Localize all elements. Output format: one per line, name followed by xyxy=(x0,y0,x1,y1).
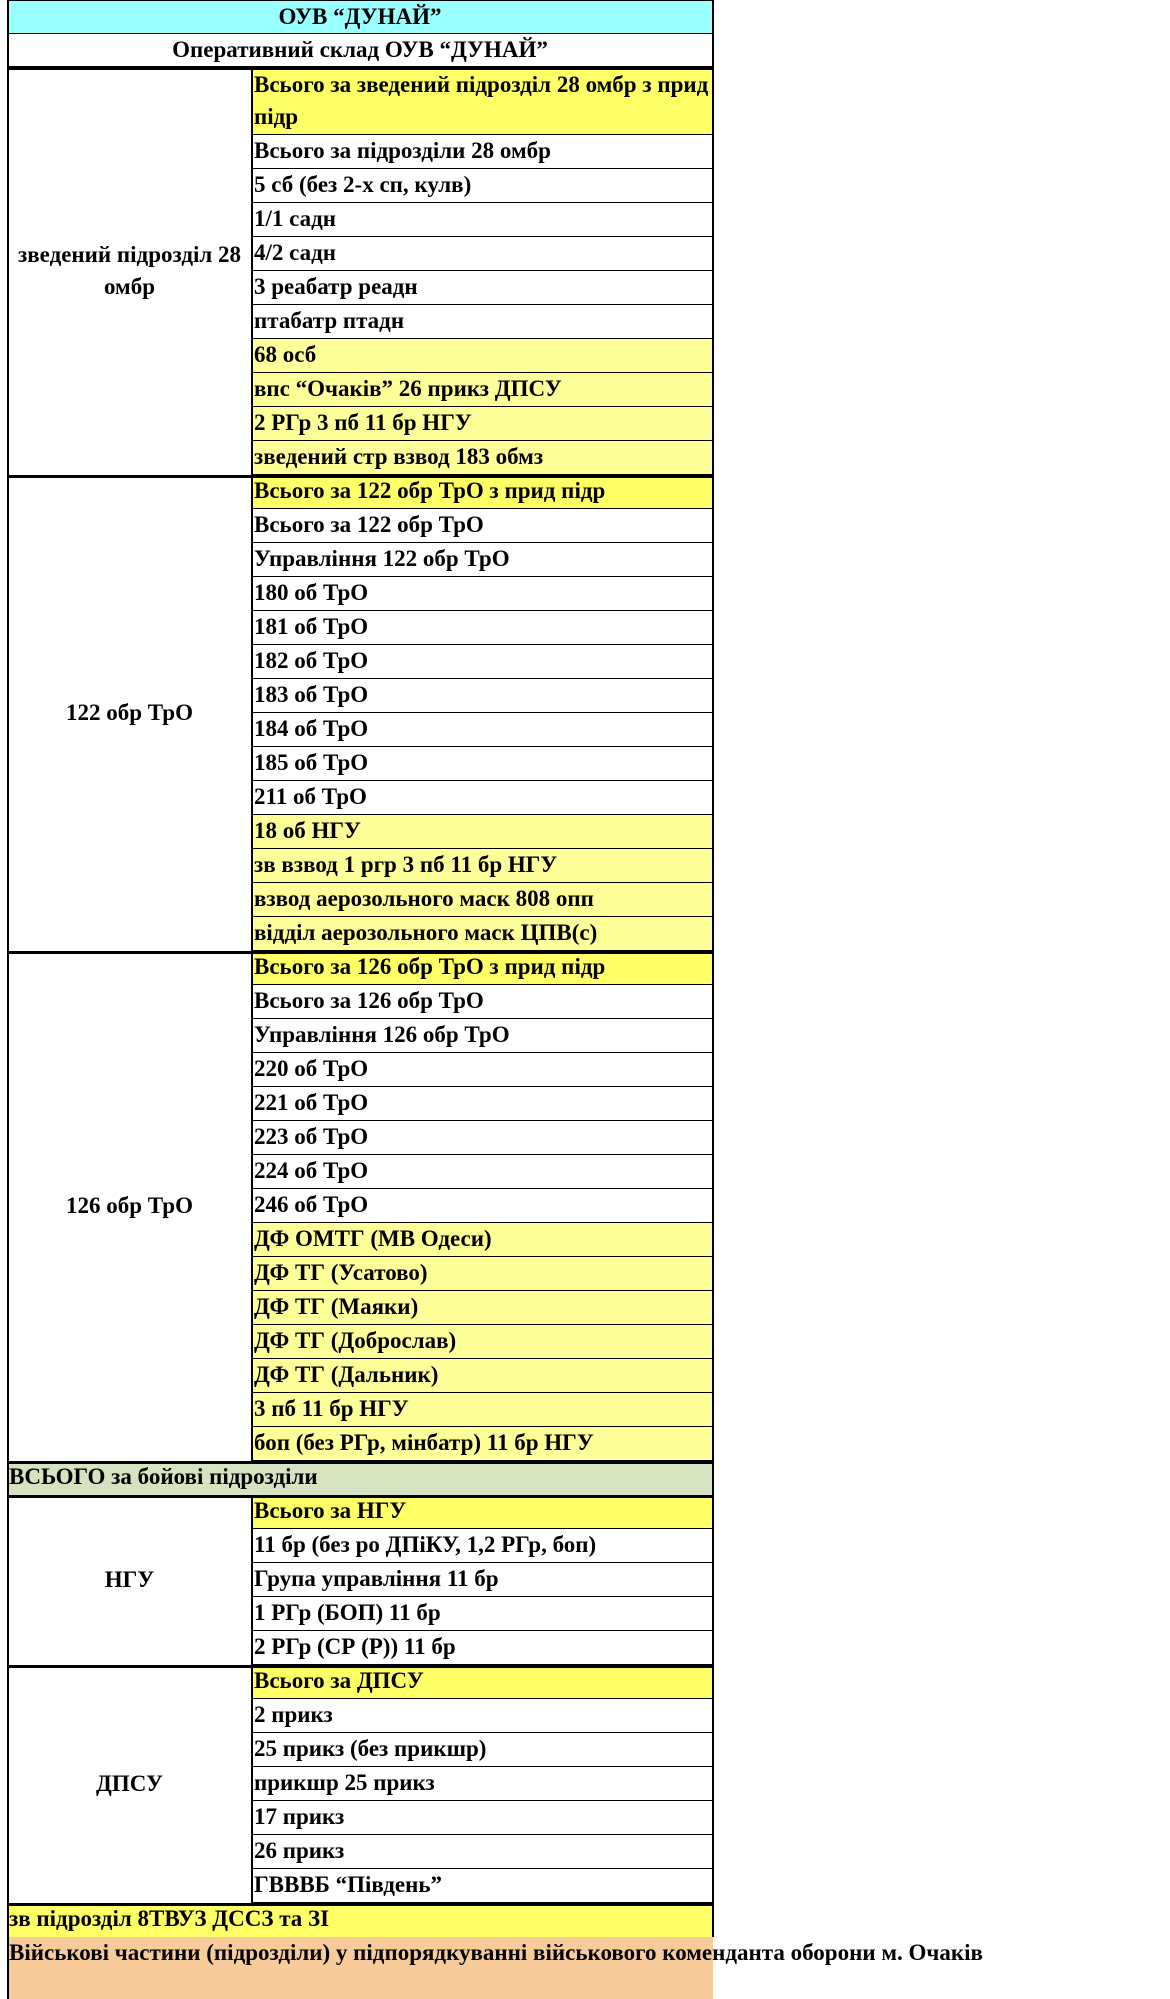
row-label-subunit: зв взвод 1 ргр 3 пб 11 бр НГУ xyxy=(252,849,713,883)
column-divider xyxy=(251,475,253,951)
row-label-subunit: впс “Очаків” 26 прикз ДПСУ xyxy=(252,373,713,407)
column-divider xyxy=(251,951,253,1461)
section-name: ДПСУ xyxy=(7,1665,252,1903)
row-label-plain: птабатр птадн xyxy=(252,305,713,339)
row-label-plain: Група управління 11 бр xyxy=(252,1563,713,1597)
row-label-plain: 184 об ТрО xyxy=(252,713,713,747)
column-divider xyxy=(251,67,253,475)
row-label-plain: Всього за 122 обр ТрО xyxy=(252,509,713,543)
row-label-subunit: взвод аерозольного маск 808 опп xyxy=(252,883,713,917)
row-label-subunit: ДФ ТГ (Усатово) xyxy=(252,1257,713,1291)
section-border xyxy=(7,1495,713,1498)
combat-total-row: ВСЬОГО за бойові підрозділи xyxy=(7,1461,713,1495)
row-label-plain: Управління 122 обр ТрО xyxy=(252,543,713,577)
section-border xyxy=(7,475,713,478)
row-label-plain: 246 об ТрО xyxy=(252,1189,713,1223)
row-label-plain: 183 об ТрО xyxy=(252,679,713,713)
row-label-plain: 2 прикз xyxy=(252,1699,713,1733)
row-label-total: Всього за 122 обр ТрО з прид підр xyxy=(252,475,713,509)
section-name: 122 обр ТрО xyxy=(7,475,252,951)
row-label-total: Всього за ДПСУ xyxy=(252,1665,713,1699)
row-label-total: Всього за зведений підрозділ 28 омбр з прид підр xyxy=(252,67,713,135)
row-label-plain: прикшр 25 прикз xyxy=(252,1767,713,1801)
grid-row-divider xyxy=(7,33,713,34)
section-border xyxy=(7,67,713,70)
section-border xyxy=(7,1903,713,1906)
grid-right-border xyxy=(712,0,714,1937)
section-border xyxy=(7,1461,713,1464)
row-label-plain: 221 об ТрО xyxy=(252,1087,713,1121)
sheet-title: ОУВ “ДУНАЙ” xyxy=(7,0,713,33)
row-label-plain: 1/1 садн xyxy=(252,203,713,237)
row-label-subunit: 2 РГр 3 пб 11 бр НГУ xyxy=(252,407,713,441)
section-name: НГУ xyxy=(7,1495,252,1665)
row-label-plain: 223 об ТрО xyxy=(252,1121,713,1155)
row-label-subunit: 68 осб xyxy=(252,339,713,373)
commandant-row: Військові частини (підрозділи) у підпорядкуванні військового коменданта оборони м. Очаків xyxy=(7,1937,713,1999)
section-border xyxy=(7,1665,713,1668)
row-label-plain: 4/2 садн xyxy=(252,237,713,271)
row-label-plain: 5 сб (без 2-х сп, кулв) xyxy=(252,169,713,203)
row-label-plain: 25 прикз (без прикшр) xyxy=(252,1733,713,1767)
row-label-plain: 220 об ТрО xyxy=(252,1053,713,1087)
row-label-subunit: боп (без РГр, мінбатр) 11 бр НГУ xyxy=(252,1427,713,1461)
row-label-subunit: відділ аерозольного маск ЦПВ(с) xyxy=(252,917,713,951)
grid-left-border xyxy=(7,0,9,1999)
section-name: зведений підрозділ 28 омбр xyxy=(7,67,252,475)
row-label-subunit: ДФ ОМТГ (МВ Одеси) xyxy=(252,1223,713,1257)
row-label-subunit: 18 об НГУ xyxy=(252,815,713,849)
row-label-plain: 1 РГр (БОП) 11 бр xyxy=(252,1597,713,1631)
row-label-plain: 185 об ТрО xyxy=(252,747,713,781)
row-label-plain: Управління 126 обр ТрО xyxy=(252,1019,713,1053)
row-label-plain: 182 об ТрО xyxy=(252,645,713,679)
section-border xyxy=(7,951,713,954)
column-divider xyxy=(251,1495,253,1665)
row-label-plain: 11 бр (без ро ДПіКУ, 1,2 РГр, боп) xyxy=(252,1529,713,1563)
row-label-subunit: ДФ ТГ (Доброслав) xyxy=(252,1325,713,1359)
row-label-plain: 224 об ТрО xyxy=(252,1155,713,1189)
row-label-plain: 26 прикз xyxy=(252,1835,713,1869)
row-label-plain: 211 об ТрО xyxy=(252,781,713,815)
tvuz-row: зв підрозділ 8ТВУЗ ДССЗ та ЗІ xyxy=(7,1903,713,1937)
row-label-plain: 2 РГр (СР (Р)) 11 бр xyxy=(252,1631,713,1665)
row-label-subunit: ДФ ТГ (Маяки) xyxy=(252,1291,713,1325)
grid-top-border xyxy=(7,0,713,1)
row-label-plain: 181 об ТрО xyxy=(252,611,713,645)
section-name: 126 обр ТрО xyxy=(7,951,252,1461)
row-label-subunit: 3 пб 11 бр НГУ xyxy=(252,1393,713,1427)
row-label-plain: Всього за підрозділи 28 омбр xyxy=(252,135,713,169)
row-label-plain: 180 об ТрО xyxy=(252,577,713,611)
row-label-plain: 17 прикз xyxy=(252,1801,713,1835)
row-label-total: Всього за 126 обр ТрО з прид підр xyxy=(252,951,713,985)
row-label-plain: 3 реабатр реадн xyxy=(252,271,713,305)
column-divider xyxy=(251,1665,253,1903)
row-label-subunit: ДФ ТГ (Дальник) xyxy=(252,1359,713,1393)
row-label-plain: Всього за 126 обр ТрО xyxy=(252,985,713,1019)
grid-row-divider xyxy=(7,66,713,67)
row-label-total: Всього за НГУ xyxy=(252,1495,713,1529)
row-label-subunit: зведений стр взвод 183 обмз xyxy=(252,441,713,475)
row-label-plain: ГВВВБ “Південь” xyxy=(252,1869,713,1903)
sheet-subtitle: Оперативний склад ОУВ “ДУНАЙ” xyxy=(7,33,713,67)
